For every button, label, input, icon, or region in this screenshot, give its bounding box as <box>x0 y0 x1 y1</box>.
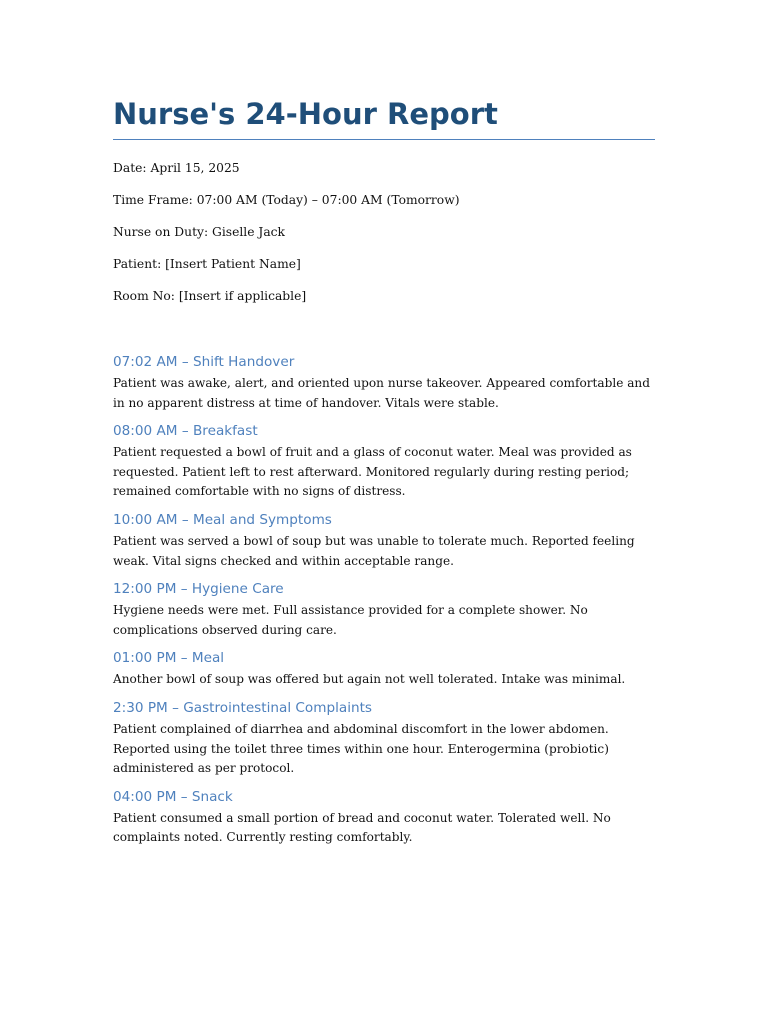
entry-heading: 04:00 PM – Snack <box>113 788 233 805</box>
report-entry <box>113 787 655 848</box>
entry-body: Patient was awake, alert, and oriented upon nurse takeover. Appeared comfortable and in no apparent distress at time of handover. Vitals were stable. <box>113 376 650 410</box>
entry-heading: 2:30 PM – Gastrointestinal Complaints <box>113 699 373 716</box>
room-number: Room No: [Insert if applicable] <box>113 289 307 303</box>
entry-body: Another bowl of soup was offered but again not well tolerated. Intake was minimal. <box>113 672 626 687</box>
report-entry <box>113 648 655 690</box>
report-entry <box>113 352 655 413</box>
report-entries <box>113 352 655 856</box>
report-entry <box>113 510 655 571</box>
entry-heading: 08:00 AM – Breakfast <box>113 423 258 440</box>
page-title: Nurse's 24-Hour Report <box>113 97 498 131</box>
report-entry <box>113 421 655 502</box>
report-entry <box>113 698 655 779</box>
nurse-on-duty: Nurse on Duty: Giselle Jack <box>113 225 286 239</box>
entry-body: Patient complained of diarrhea and abdominal discomfort in the lower abdomen. Reported using the toilet three times within one hour. Enterogermina (probiotic) administered as per protocol. <box>113 721 609 776</box>
entry-body: Patient consumed a small portion of bread and coconut water. Tolerated well. No complaints noted. Currently resting comfortably. <box>113 810 611 845</box>
entry-body: Patient was served a bowl of soup but was unable to tolerate much. Reported feeling weak. Vital signs checked and within acceptable range. <box>113 533 635 568</box>
entry-body: Hygiene needs were met. Full assistance provided for a complete shower. No complications observed during care. <box>113 603 588 637</box>
entry-heading: 12:00 PM – Hygiene Care <box>113 581 284 598</box>
entry-body: Patient requested a bowl of fruit and a glass of coconut water. Meal was provided as requested. Patient left to rest afterward. Monitored regularly during resting period; remained comfortable with no signs of distress. <box>113 445 632 499</box>
title-underline <box>113 139 655 140</box>
report-time-frame: Time Frame: 07:00 AM (Today) – 07:00 AM (Tomorrow) <box>113 193 460 207</box>
entry-heading: 01:00 PM – Meal <box>113 650 225 667</box>
patient-name: Patient: [Insert Patient Name] <box>113 257 301 271</box>
entry-heading: 10:00 AM – Meal and Symptoms <box>113 511 332 528</box>
report-entry <box>113 579 655 640</box>
report-date: Date: April 15, 2025 <box>113 161 240 175</box>
entry-heading: 07:02 AM – Shift Handover <box>113 354 295 370</box>
